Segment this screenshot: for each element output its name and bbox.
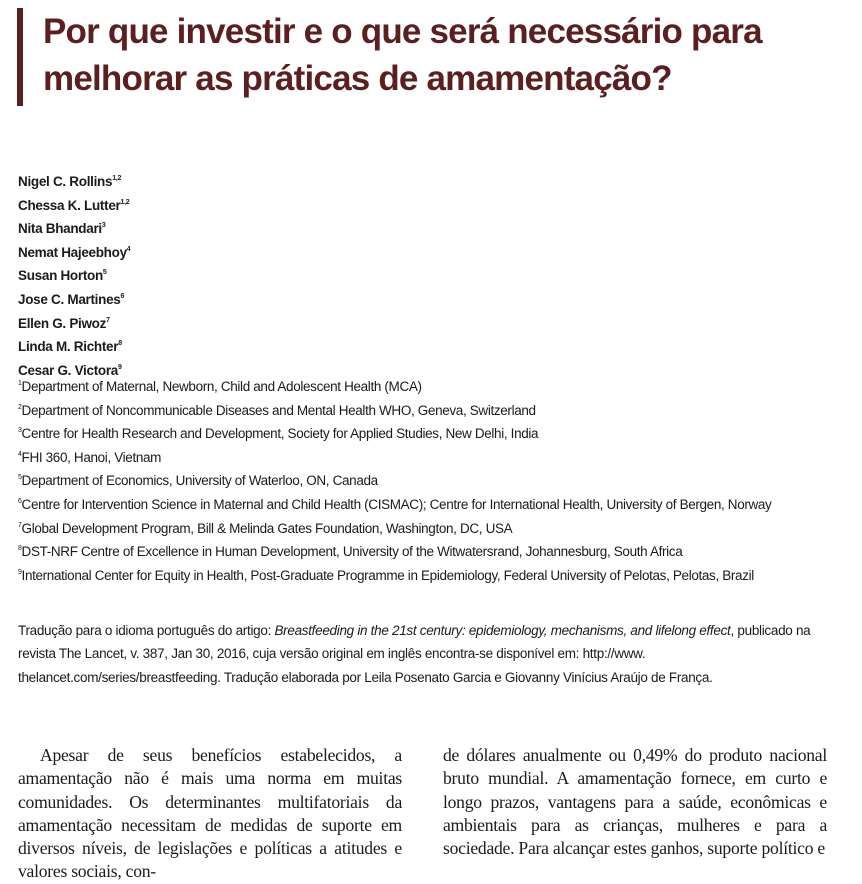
author-name: Cesar G. Victora: [18, 362, 119, 378]
author-affiliation-marker: 1,2: [120, 198, 130, 206]
affiliation-text: Department of Economics, University of Waterloo, ON, Canada: [21, 473, 378, 489]
author-item: [18, 334, 130, 358]
author-item: [18, 193, 130, 217]
author-affiliation-marker: 5: [102, 269, 107, 277]
original-article-title: Breastfeeding in the 21st century: epidemiology, mechanisms, and lifelong effect: [274, 623, 731, 638]
affiliation-text: Centre for Intervention Science in Maternal and Child Health (CISMAC); Centre for International Health, University of Bergen, Norway: [21, 496, 772, 512]
body-column-right: de dólares anualmente ou 0,49% do produto nacional bruto mundial. A amamentação fornece, em curto e longo prazos, vantagens para a saúde, econômicas e ambientais para as crianças, mulheres e para a sociedade. Para alcançar estes ganhos, suporte político e: [443, 745, 827, 859]
affiliation-item: [18, 421, 771, 445]
author-item: [18, 169, 130, 193]
affiliation-number: 7: [18, 521, 22, 529]
affiliation-item: [18, 468, 771, 492]
author-name: Nemat Hajeebhoy: [18, 244, 127, 260]
author-name: Nita Bhandari: [18, 221, 102, 237]
affiliation-item: [18, 563, 771, 587]
affiliation-number: 2: [18, 403, 22, 411]
affiliation-item: [18, 374, 771, 398]
affiliation-item: [18, 516, 771, 540]
author-name: Jose C. Martines: [18, 291, 121, 307]
affiliation-number: 3: [18, 427, 22, 435]
author-name: Susan Horton: [18, 268, 103, 284]
affiliation-number: 9: [18, 568, 22, 576]
author-affiliation-marker: 3: [101, 222, 106, 230]
affiliation-number: 8: [18, 545, 22, 553]
title-accent-bar: [17, 8, 23, 106]
author-item: [18, 311, 130, 335]
author-affiliation-marker: 8: [118, 340, 122, 348]
affiliation-text: Centre for Health Research and Development, Society for Applied Studies, New Delhi, India: [21, 426, 539, 442]
author-item: [18, 287, 130, 311]
affiliation-list: [18, 374, 771, 586]
affiliation-item: [18, 445, 771, 469]
affiliation-text: FHI 360, Hanoi, Vietnam: [21, 449, 162, 465]
author-name: Ellen G. Piwoz: [18, 315, 107, 331]
author-item: [18, 263, 130, 287]
translation-prefix: Tradução para o idioma português do artigo:: [18, 623, 275, 638]
translation-note: [18, 619, 818, 689]
author-name: Chessa K. Lutter: [18, 197, 121, 213]
author-affiliation-marker: 7: [106, 316, 110, 324]
author-item: [18, 216, 130, 240]
affiliation-text: Global Development Program, Bill & Melinda Gates Foundation, Washington, DC, USA: [21, 520, 513, 536]
translation-suffix: , publicado na revista The Lancet, v. 387, Jan 30, 2016, cuja versão original em inglês encontra-se disponível em: http://www. thelancet.com/series/breastfeeding. Tradução elaborada por Leila Posenato Garcia e Giovanny Vinícius Araújo de França.: [18, 623, 811, 685]
author-affiliation-marker: 9: [118, 363, 122, 371]
author-affiliation-marker: 4: [126, 245, 131, 253]
affiliation-number: 4: [18, 450, 22, 458]
affiliation-number: 6: [18, 497, 22, 505]
author-name: Linda M. Richter: [18, 339, 119, 355]
author-list: [18, 169, 130, 381]
affiliation-text: Department of Maternal, Newborn, Child and Adolescent Health (MCA): [21, 379, 422, 394]
affiliation-text: DST-NRF Centre of Excellence in Human Development, University of the Witwatersrand, Johannesburg, South Africa: [21, 544, 683, 560]
body-column-left: Apesar de seus benefícios estabelecidos, a amamentação não é mais uma norma em muitas comunidades. Os determinantes multifatoriais da amamentação necessitam de medidas de suporte em diversos níveis, de legislações e políticas a atitudes e valores sociais, con-: [18, 745, 402, 882]
author-item: [18, 240, 130, 264]
author-affiliation-marker: 6: [120, 292, 125, 300]
affiliation-item: [18, 492, 771, 516]
affiliation-item: [18, 539, 771, 563]
author-name: Nigel C. Rollins: [18, 174, 113, 189]
affiliation-item: [18, 398, 771, 422]
affiliation-number: 5: [18, 474, 22, 482]
affiliation-text: International Center for Equity in Health, Post-Graduate Programme in Epidemiology, Federal University of Pelotas, Pelotas, Brazil: [21, 567, 754, 583]
article-title: Por que investir e o que será necessário para melhorar as práticas de amamentação?: [43, 12, 762, 98]
affiliation-text: Department of Noncommunicable Diseases and Mental Health WHO, Geneva, Switzerland: [21, 402, 536, 418]
affiliation-number: 1: [18, 380, 22, 387]
author-affiliation-marker: 1,2: [112, 175, 122, 182]
